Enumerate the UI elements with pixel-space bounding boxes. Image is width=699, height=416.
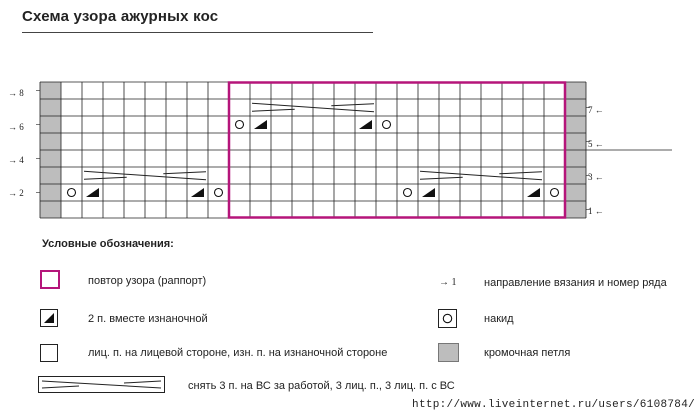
legend-text-empty: лиц. п. на лицевой стороне, изн. п. на изнаночной стороне	[88, 347, 388, 359]
k2tog-purl-icon	[254, 120, 267, 129]
yarn-over-icon	[404, 189, 412, 197]
yarn-over-icon	[68, 189, 76, 197]
legend-text-repeat: повтор узора (раппорт)	[88, 275, 207, 287]
k2tog-purl-icon	[40, 309, 58, 327]
row-label-8: → 8	[8, 88, 24, 98]
legend-text-cable: снять 3 п. на ВС за работой, 3 лиц. п., 3 лиц. п. с ВС	[188, 380, 455, 392]
cable-cross-icon	[499, 172, 542, 174]
k2tog-purl-icon	[422, 188, 435, 197]
yarn-over-icon	[236, 121, 244, 129]
edge-stitch-icon	[438, 343, 459, 362]
cable-cross-icon	[84, 177, 127, 179]
k2tog-purl-icon	[191, 188, 204, 197]
watermark-url: http://www.liveinternet.ru/users/6108784/	[412, 399, 695, 411]
yarn-over-icon	[438, 309, 457, 328]
row-label-2: → 2	[8, 188, 24, 198]
cable-cross-icon	[420, 177, 463, 179]
legend-text-edge: кромочная петля	[484, 347, 571, 359]
direction-arrow-icon: → 1	[439, 277, 457, 288]
row-label-5: 5 ←	[588, 139, 604, 149]
legend-text-direction: направление вязания и номер ряда	[484, 277, 667, 289]
cable-cross-icon	[252, 109, 295, 111]
empty-cell-icon	[40, 344, 58, 362]
legend-text-k2tog: 2 п. вместе изнаночной	[88, 313, 208, 325]
row-label-4: → 4	[8, 155, 24, 165]
yarn-over-icon	[215, 189, 223, 197]
k2tog-purl-icon	[527, 188, 540, 197]
row-label-6: → 6	[8, 122, 24, 132]
cable-cross-icon	[331, 104, 374, 106]
row-label-7: 7 ←	[588, 105, 604, 115]
repeat-frame-icon	[40, 270, 60, 289]
yarn-over-icon	[383, 121, 391, 129]
yarn-over-icon	[551, 189, 559, 197]
legend-text-yarn-over: накид	[484, 313, 514, 325]
k2tog-purl-icon	[359, 120, 372, 129]
k2tog-purl-icon	[86, 188, 99, 197]
page-title: Схема узора ажурных кос	[22, 8, 219, 25]
row-label-1: 1 ←	[588, 206, 604, 216]
row-label-3: 3 ←	[588, 172, 604, 182]
legend-heading: Условные обозначения:	[42, 238, 174, 250]
cable-cross-icon	[38, 376, 165, 393]
cable-cross-icon	[163, 172, 206, 174]
